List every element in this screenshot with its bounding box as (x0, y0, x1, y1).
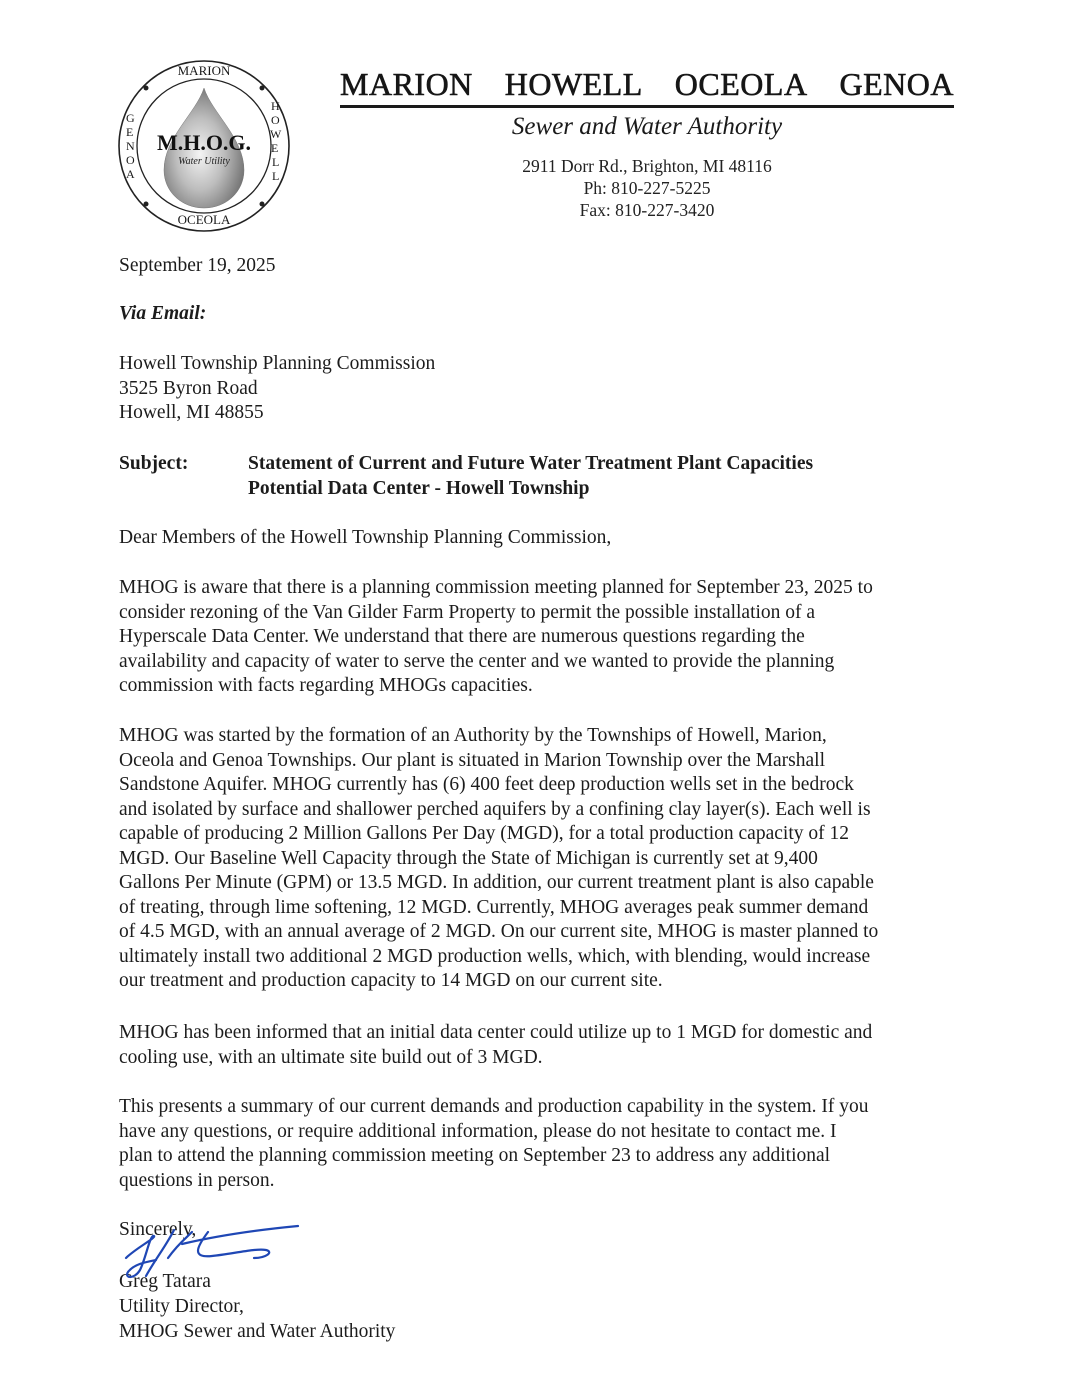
subject-line: Potential Data Center - Howell Township (248, 477, 590, 499)
text-line: Oceola and Genoa Townships. Our plant is situated in Marion Township over the Marshall (119, 749, 826, 771)
paragraph-data-center (119, 1021, 969, 1070)
text-line: ultimately install two additional 2 MGD production wells, which, with blending, would increase (119, 945, 871, 967)
salutation: Dear Members of the Howell Township Planning Commission, (119, 527, 612, 548)
recipient-line: 3525 Byron Road (119, 377, 258, 399)
letterhead-townships (340, 66, 954, 106)
township-name: OCEOLA (674, 66, 808, 102)
signer-organization: MHOG Sewer and Water Authority (119, 1321, 396, 1342)
letterhead-contact (340, 155, 954, 221)
signer-name: Greg Tatara (119, 1271, 211, 1292)
phone: Ph: 810-227-5225 (583, 178, 711, 198)
svg-text:OCEOLA: OCEOLA (177, 212, 231, 227)
text-line: MHOG has been informed that an initial data center could utilize up to 1 MGD for domestic and (119, 1022, 873, 1043)
mhog-logo-seal (116, 58, 292, 234)
subject-line: Statement of Current and Future Water Treatment Plant Capacities (248, 453, 814, 474)
svg-text:E: E (271, 141, 279, 155)
svg-text:H: H (271, 99, 280, 113)
subject-label: Subject: (119, 453, 189, 474)
text-line: have any questions, or require additional information, please do not hesitate to contact me. I (119, 1120, 837, 1142)
text-line: our treatment and production capacity to 14 MGD on our current site. (119, 970, 663, 991)
authority-name: Sewer and Water Authority (511, 113, 783, 140)
svg-text:E: E (126, 125, 134, 139)
paragraph-intro (119, 576, 969, 699)
letter-date: September 19, 2025 (119, 255, 276, 276)
text-line: questions in person. (119, 1169, 275, 1191)
text-line: availability and capacity of water to serve the center and we wanted to provide the planning (119, 650, 835, 672)
text-line: plan to attend the planning commission meeting on September 23 to address any additional (119, 1145, 831, 1166)
svg-text:N: N (126, 139, 135, 153)
svg-text:Water Utility: Water Utility (178, 156, 230, 167)
svg-text:O: O (271, 113, 280, 127)
svg-text:L: L (272, 169, 280, 183)
svg-text:A: A (126, 167, 135, 181)
subject-text (248, 452, 813, 501)
text-line: MHOG is aware that there is a planning commission meeting planned for September 23, 2025 to (119, 577, 873, 598)
svg-text:MARION: MARION (177, 63, 231, 78)
text-line: commission with facts regarding MHOGs capacities. (119, 675, 533, 696)
township-name: GENOA (839, 66, 954, 102)
fax: Fax: 810-227-3420 (579, 200, 715, 220)
text-line: cooling use, with an ultimate site build out of 3 MGD. (119, 1046, 543, 1068)
text-line: Sandstone Aquifer. MHOG currently has (6) 400 feet deep production wells set in the bedrock (119, 774, 854, 795)
text-line: consider rezoning of the Van Gilder Farm Property to permit the possible installation of a (119, 601, 816, 623)
paragraph-summary (119, 1095, 969, 1193)
paragraph-capacity (119, 724, 969, 994)
text-line: This presents a summary of our current demands and production capability in the system. If you (119, 1096, 869, 1117)
svg-text:L: L (272, 155, 280, 169)
text-line: MGD. Our Baseline Well Capacity through the State of Michigan is currently set at 9,400 (119, 847, 818, 869)
recipient-line: Howell, MI 48855 (119, 402, 264, 423)
handwritten-signature (116, 1218, 306, 1284)
text-line: MHOG was started by the formation of an Authority by the Townships of Howell, Marion, (119, 725, 827, 746)
text-line: of treating, through lime softening, 12 MGD. Currently, MHOG averages peak summer demand (119, 896, 869, 918)
closing: Sincerely, (119, 1219, 197, 1240)
svg-text:W: W (270, 127, 282, 141)
text-line: Hyperscale Data Center. We understand that there are numerous questions regarding the (119, 626, 805, 647)
township-name: HOWELL (504, 66, 643, 102)
svg-text:G: G (126, 111, 135, 125)
text-line: and isolated by surface and shallower perched aquifers by a confining clay layer(s). Each well is (119, 798, 871, 820)
township-name: MARION (340, 66, 473, 102)
letterhead-divider (340, 105, 954, 108)
svg-text:M.H.O.G.: M.H.O.G. (156, 130, 252, 155)
delivery-method: Via Email: (119, 303, 207, 324)
svg-text:O: O (126, 153, 135, 167)
signer-title: Utility Director, (119, 1296, 244, 1317)
text-line: Gallons Per Minute (GPM) or 13.5 MGD. In addition, our current treatment plant is also capable (119, 872, 874, 893)
text-line: capable of producing 2 Million Gallons Per Day (MGD), for a total production capacity of 12 (119, 823, 849, 844)
address: 2911 Dorr Rd., Brighton, MI 48116 (522, 156, 772, 176)
recipient-address (119, 352, 435, 426)
text-line: of 4.5 MGD, with an annual average of 2 MGD. On our current site, MHOG is master planned to (119, 921, 879, 942)
recipient-line: Howell Township Planning Commission (119, 353, 436, 374)
